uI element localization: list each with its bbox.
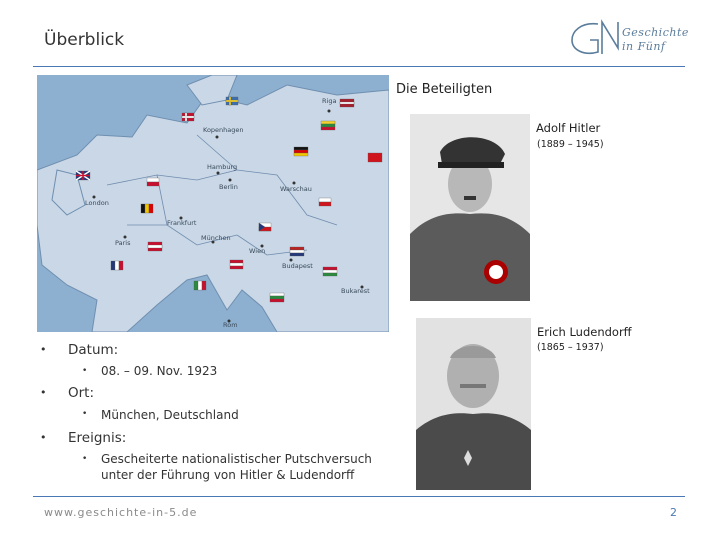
subbullet-dot: • bbox=[82, 366, 88, 376]
logo bbox=[568, 18, 688, 58]
bullet-dot: • bbox=[40, 343, 47, 356]
subbullet-dot: • bbox=[82, 454, 88, 464]
map-label: Frankfurt bbox=[167, 219, 197, 227]
map-label: Rom bbox=[223, 321, 238, 329]
subbullet-dot: • bbox=[82, 409, 88, 419]
bullet-label-datum: Datum: bbox=[68, 342, 119, 358]
europe-map-image bbox=[37, 75, 389, 332]
bullet-value-ereignis-line1: Gescheiterte nationalistischer Putschversuch bbox=[101, 452, 372, 466]
map-label: Hamburg bbox=[207, 163, 238, 171]
bullet-value-ort: München, Deutschland bbox=[101, 408, 239, 422]
bullet-dot: • bbox=[40, 431, 47, 444]
portrait-ludendorff-image bbox=[416, 318, 531, 490]
logo-text-line2: in Fünf bbox=[622, 40, 666, 53]
bullet-dot: • bbox=[40, 386, 47, 399]
map-label: Riga bbox=[322, 97, 337, 105]
page-number: 2 bbox=[670, 506, 677, 519]
footer-url-link[interactable]: www.geschichte-in-5.de bbox=[44, 506, 198, 519]
map-label: London bbox=[85, 199, 109, 207]
slide-title: Überblick bbox=[44, 30, 125, 50]
participants-heading: Die Beteiligten bbox=[396, 82, 493, 97]
person-name-ludendorff: Erich Ludendorff bbox=[537, 325, 632, 339]
map-label: München bbox=[201, 234, 231, 242]
bullet-label-ereignis: Ereignis: bbox=[68, 430, 127, 446]
portrait-hitler-image bbox=[410, 114, 530, 301]
map-label: Bukarest bbox=[341, 287, 370, 295]
map-label: Kopenhagen bbox=[203, 126, 244, 134]
bullet-value-datum: 08. – 09. Nov. 1923 bbox=[101, 364, 218, 378]
logo-text-line1: Geschichte bbox=[622, 26, 689, 39]
person-dates-ludendorff: (1865 – 1937) bbox=[537, 342, 604, 353]
map-label: Budapest bbox=[282, 262, 313, 270]
footer-divider bbox=[33, 496, 685, 497]
person-name-hitler: Adolf Hitler bbox=[536, 121, 601, 135]
map-label: Berlin bbox=[219, 183, 238, 191]
person-dates-hitler: (1889 – 1945) bbox=[537, 139, 604, 150]
bullet-value-ereignis-line2: unter der Führung von Hitler & Ludendorff bbox=[101, 468, 355, 482]
header-divider bbox=[33, 66, 685, 67]
map-label: Wien bbox=[249, 247, 266, 255]
map-label: Warschau bbox=[280, 185, 312, 193]
map-label: Paris bbox=[115, 239, 131, 247]
bullet-label-ort: Ort: bbox=[68, 385, 95, 401]
